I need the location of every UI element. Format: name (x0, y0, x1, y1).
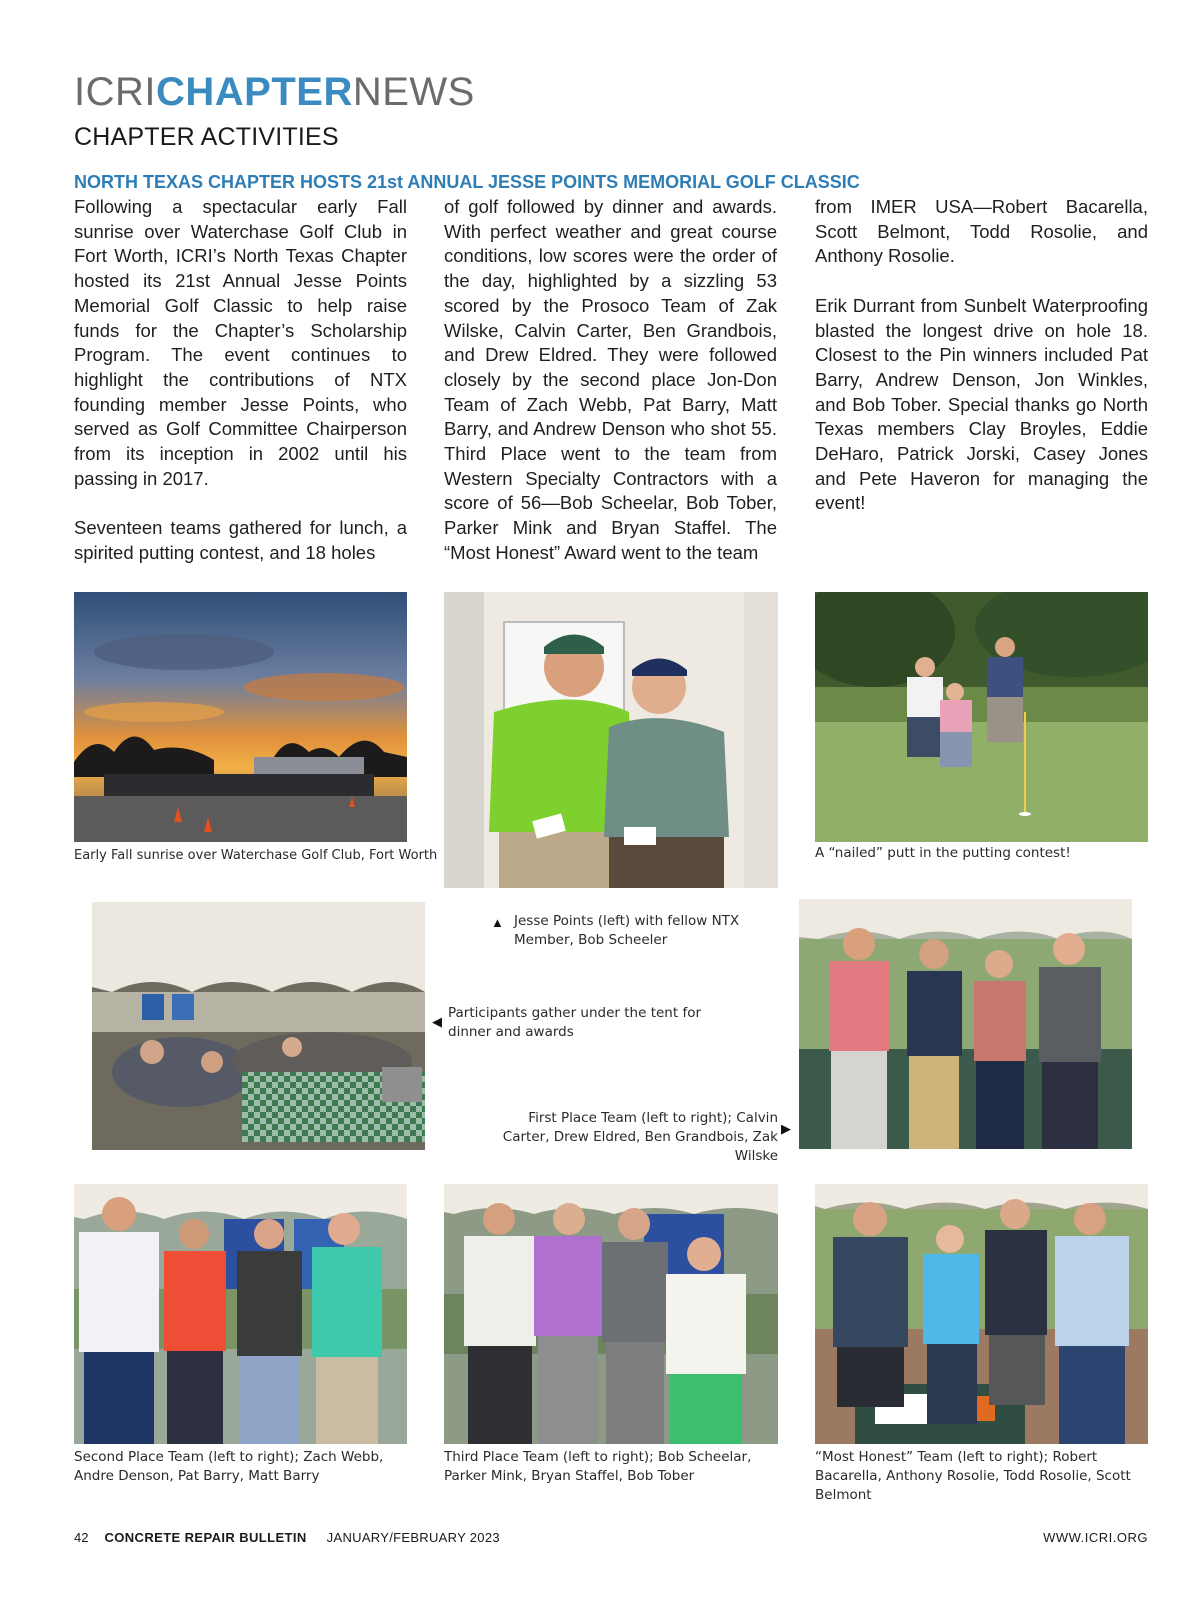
footer-publication (74, 1530, 500, 1545)
article-paragraph: of golf followed by dinner and awards. With perfect weather and great course conditions, low scores were the order of the day, highlighted by a sizzling 53 scored by the Prosoco Team of Zak Wilske, Calvin Carter, Ben Grandbois, and Drew Eldred. They were followed closely by the second place Jon-Don Team of Zach Webb, Pat Barry, Matt Barry, and Andrew Denson who shot 55. Third Place went to the team from Western Specialty Contractors with a score of 56—Bob Scheelar, Bob Tober, Parker Mink and Bryan Staffel. The “Most Honest” Award went to the team (444, 196, 777, 563)
photo-third-place-team (444, 1184, 778, 1444)
masthead-post: NEWS (352, 70, 475, 114)
page-number: 42 (74, 1530, 89, 1545)
photo-jesse-points (444, 592, 778, 888)
caret-up-icon: ▲ (491, 915, 504, 930)
article-headline: NORTH TEXAS CHAPTER HOSTS 21st ANNUAL JESSE POINTS MEMORIAL GOLF CLASSIC (74, 172, 860, 192)
photo-first-place-team (799, 899, 1132, 1149)
masthead (74, 70, 475, 114)
article-paragraph: Erik Durrant from Sunbelt Waterproofing blasted the longest drive on hole 18. Closest to the Pin winners included Pat Barry, Andrew Denson, Jon Winkles, and Bob Tober. Special thanks go North Texas members Clay Broyles, Eddie DeHaro, Patrick Jorski, Casey Jones and Pete Haveron for managing the event! (815, 294, 1148, 514)
caption-first-place-team: First Place Team (left to right); Calvin Carter, Drew Eldred, Ben Grandbois, Zak Wilske (502, 1110, 778, 1164)
photo-sunrise (74, 592, 407, 842)
photo-second-place-team (74, 1184, 407, 1444)
article-paragraph: from IMER USA—Robert Bacarella, Scott Belmont, Todd Rosolie, and Anthony Rosolie. (815, 196, 1148, 267)
caption-sunrise: Early Fall sunrise over Waterchase Golf Club, Fort Worth (74, 848, 438, 863)
article-paragraph: Seventeen teams gathered for lunch, a spirited putting contest, and 18 holes (74, 517, 407, 563)
caption-putting-contest: A “nailed” putt in the putting contest! (815, 845, 1071, 861)
caption-second-place-team: Second Place Team (left to right); Zach Webb, Andre Denson, Pat Barry, Matt Barry (74, 1449, 384, 1484)
article-column-1 (74, 195, 407, 590)
section-title: CHAPTER ACTIVITIES (74, 123, 339, 151)
caption-most-honest-team: “Most Honest” Team (left to right); Robert Bacarella, Anthony Rosolie, Todd Rosolie, Scott Belmont (815, 1449, 1131, 1503)
caption-jesse-points: Jesse Points (left) with fellow NTX Member, Bob Scheeler (514, 913, 740, 948)
caption-third-place-team: Third Place Team (left to right); Bob Scheelar, Parker Mink, Bryan Staffel, Bob Tober (444, 1449, 752, 1484)
caret-left-icon: ◀ (432, 1014, 442, 1029)
article-column-2 (444, 195, 777, 590)
photo-tent (92, 902, 425, 1150)
caption-tent: Participants gather under the tent for dinner and awards (448, 1005, 702, 1040)
photo-putting-contest (815, 592, 1148, 842)
masthead-bold: CHAPTER (156, 70, 353, 114)
article-column-3 (815, 195, 1148, 541)
issue-date: JANUARY/FEBRUARY 2023 (326, 1530, 500, 1545)
article-paragraph: Following a spectacular early Fall sunrise over Waterchase Golf Club in Fort Worth, ICRI’s North Texas Chapter hosted its 21st Annual Jesse Points Memorial Golf Classic to help raise funds for the Chapter’s Scholarship Program. The event continues to highlight the contributions of NTX founding member Jesse Points, who served as Golf Committee Chairperson from its inception in 2002 until his passing in 2017. (74, 196, 407, 489)
footer-website: WWW.ICRI.ORG (1043, 1530, 1148, 1545)
photo-most-honest-team (815, 1184, 1148, 1444)
masthead-pre: ICRI (74, 70, 156, 114)
publication-name: CONCRETE REPAIR BULLETIN (104, 1530, 307, 1545)
caret-right-icon: ▶ (781, 1121, 791, 1136)
